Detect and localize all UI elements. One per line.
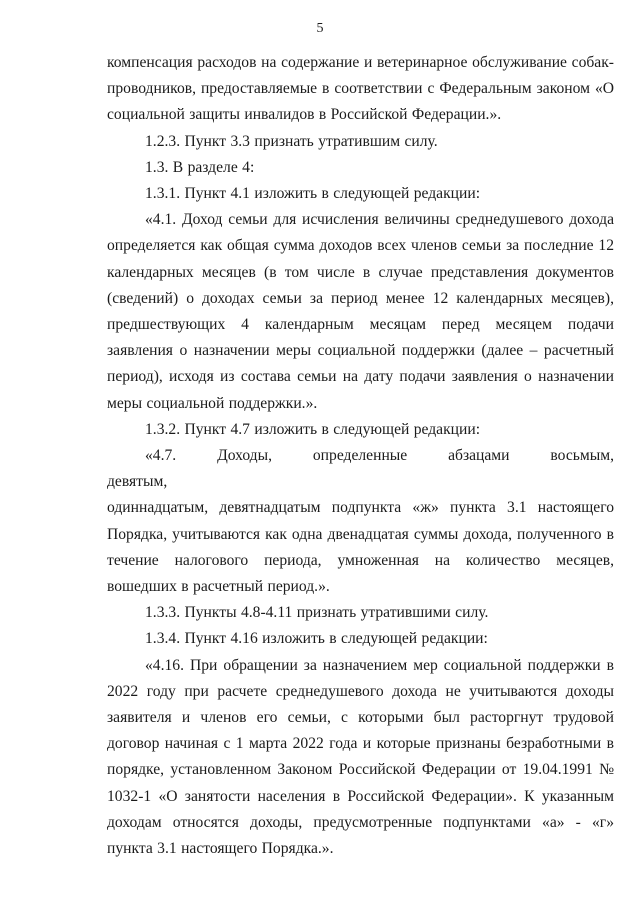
- paragraph-1-2-3: 1.2.3. Пункт 3.3 признать утратившим силу.: [145, 132, 438, 150]
- paragraph-1-3: 1.3. В разделе 4:: [145, 158, 255, 176]
- paragraph-quote-4-16: «4.16. При обращении за назначением мер социальной поддержки в 2022 году при расчете среднедушевого дохода не учитываются доходы заявителя и членов его семьи, с которыми был расторгнут трудовой договор начиная с 1 марта 2022 года и которые признаны безработными в порядке, установленном Законом Российской Федерации от 19.04.1991 № 1032-1 «О занятости населения в Российской Федерации». К указанным доходам относятся доходы, предусмотренные подпунктами «а» - «г» пункта 3.1 настоящего Порядка.».: [107, 656, 614, 858]
- paragraph-1-3-2: 1.3.2. Пункт 4.7 изложить в следующей редакции:: [145, 420, 481, 438]
- paragraph-continuation: компенсация расходов на содержание и ветеринарное обслуживание собак-проводников, предоставляемые в соответствии с Федеральным законом «О социальной защиты инвалидов в Российской Федерации.».: [107, 54, 614, 124]
- paragraph-1-3-1: 1.3.1. Пункт 4.1 изложить в следующей редакции:: [145, 185, 481, 203]
- paragraph-quote-4-1: «4.1. Доход семьи для исчисления величины среднедушевого дохода определяется как общая сумма доходов всех членов семьи за последние 12 календарных месяцев (в том числе в случае представления документов (сведений) о доходах семьи за период менее 12 календарных месяцев), предшествующих 4 календарным месяцам перед месяцем подачи заявления о назначении меры социальной поддержки (далее – расчетный период), исходя из состава семьи на дату подачи заявления о назначении меры социальной поддержки.».: [107, 211, 614, 412]
- paragraph-1-3-4: 1.3.4. Пункт 4.16 изложить в следующей редакции:: [145, 630, 488, 648]
- document-body: [107, 50, 614, 862]
- paragraph-quote-4-7-first-line: «4.7. Доходы, определенные абзацами восьмым, девятым,: [107, 447, 614, 491]
- paragraph-quote-4-7-rest: одиннадцатым, девятнадцатым подпункта «ж» пункта 3.1 настоящего Порядка, учитываются как одна двенадцатая суммы дохода, полученного в течение налогового периода, умноженная на количество месяцев, вошедших в расчетный период.».: [107, 499, 614, 596]
- page-number: 5: [316, 21, 324, 36]
- paragraph-1-3-3: 1.3.3. Пункты 4.8-4.11 признать утратившими силу.: [145, 604, 489, 622]
